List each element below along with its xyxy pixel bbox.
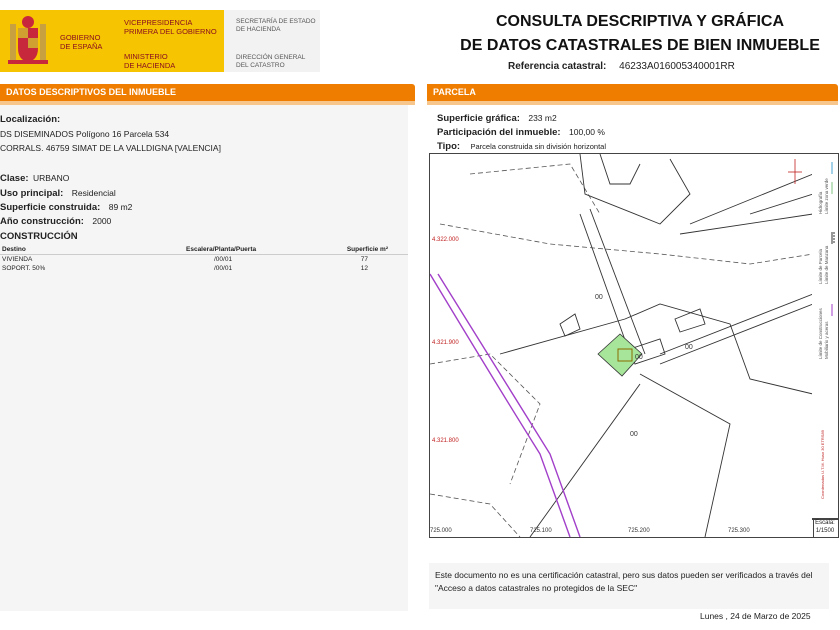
min-line2: DE HACIENDA	[124, 61, 176, 70]
col-superficie: Superficie m²	[308, 245, 408, 255]
legend-crs: Coordenadas U.T.M. Huso 30 ETRS89	[820, 430, 825, 499]
use-value: Residencial	[71, 188, 116, 198]
sec-line1: SECRETARÍA DE ESTADO	[236, 18, 316, 25]
map-scale	[812, 518, 839, 538]
col-escalera: Escalera/Planta/Puerta	[184, 245, 308, 255]
parcel-bar: PARCELA	[427, 84, 838, 101]
map-coord-label: 725.100	[530, 528, 552, 534]
participation-value: 100,00 %	[568, 127, 605, 137]
vice-line1: VICEPRESIDENCIA	[124, 18, 193, 27]
north-arrow-icon	[788, 159, 802, 184]
location-line2: CORRALS. 46759 SIMAT DE LA VALLDIGNA [VALENCIA]	[0, 143, 221, 153]
page-title	[440, 10, 840, 58]
ministry-label	[124, 52, 175, 70]
type-row	[437, 136, 606, 154]
row2-destino: SOPORT. 50%	[2, 265, 46, 272]
year-row	[0, 211, 111, 229]
map-drawing	[430, 154, 813, 537]
location-line1: DS DISEMINADOS Polígono 16 Parcela 534	[0, 129, 170, 139]
map-parcel-number: 00	[685, 344, 693, 351]
table-row	[0, 255, 408, 265]
table-row	[0, 264, 408, 273]
participation-label: Participación del inmueble:	[437, 127, 561, 138]
year-value: 2000	[92, 216, 112, 226]
cadastral-reference	[508, 61, 735, 72]
class-value: URBANO	[32, 173, 70, 183]
row1-superficie: 77	[360, 256, 368, 263]
map-coord-label: 4.321.800	[432, 438, 459, 444]
map-parcel-number: 00	[595, 294, 603, 301]
descriptive-data-bar: DATOS DESCRIPTIVOS DEL INMUEBLE	[0, 84, 415, 101]
direction-label	[236, 54, 305, 70]
legend-item: Mobiliario y aceras	[824, 321, 829, 359]
title-line2: DE DATOS CATASTRALES DE BIEN INMUEBLE	[460, 37, 820, 54]
vice-line2: PRIMERA DEL GOBIERNO	[124, 27, 217, 36]
map-coord-label: 4.321.900	[432, 340, 459, 346]
year-label: Año construcción:	[0, 216, 84, 227]
secretary-label	[236, 18, 316, 34]
construction-table-header	[0, 245, 408, 255]
gov-spain-label	[60, 33, 102, 51]
coat-of-arms-icon	[4, 14, 52, 68]
dir-line2: DEL CATASTRO	[236, 62, 285, 69]
graphic-area-label: Superficie gráfica:	[437, 113, 520, 124]
legend-item: Límite zona verde	[824, 178, 829, 214]
row1-destino: VIVIENDA	[2, 256, 33, 263]
map-coord-label: 725.300	[728, 528, 750, 534]
dir-line1: DIRECCIÓN GENERAL	[236, 54, 306, 61]
construction-title: CONSTRUCCIÓN	[0, 231, 78, 242]
gov-line2: DE ESPAÑA	[60, 42, 103, 51]
cadastral-map[interactable]	[429, 153, 814, 538]
graphic-area-value: 233 m2	[528, 113, 557, 123]
map-coord-label: 725.000	[430, 528, 452, 534]
min-line1: MINISTERIO	[124, 52, 168, 61]
map-coord-label: 4.322.000	[432, 237, 459, 243]
use-label: Uso principal:	[0, 188, 64, 199]
map-parcel-number: 00	[635, 354, 643, 361]
type-value: Parcela construida sin división horizontal	[470, 142, 606, 151]
sec-line2: DE HACIENDA	[236, 26, 281, 33]
ref-label: Referencia catastral:	[508, 61, 607, 72]
map-parcel-number: 00	[630, 431, 638, 438]
legend-item: Hidrografía	[818, 191, 823, 214]
disclaimer-note: Este documento no es una certificación catastral, pero sus datos pueden ser verificados a través del "Acceso a datos catastrales no protegidos de la SEC"	[429, 563, 829, 609]
scale-label: Escala:	[815, 520, 835, 526]
row2-escalera: /00/01	[214, 265, 233, 272]
gov-line1: GOBIERNO	[60, 33, 101, 42]
built-area-value: 89 m2	[108, 202, 133, 212]
title-line1: CONSULTA DESCRIPTIVA Y GRÁFICA	[495, 13, 784, 30]
legend-drawing	[812, 154, 838, 519]
row2-superficie: 12	[360, 265, 368, 272]
scale-value: 1/1500	[815, 528, 835, 534]
legend-item: Límite de Manzana	[824, 245, 829, 284]
ref-value: 46233A016005340001RR	[619, 61, 735, 72]
class-label: Clase:	[0, 173, 29, 184]
descriptive-bar-shadow	[0, 101, 415, 105]
legend-item: Límite de Parcela	[818, 248, 823, 284]
construction-table	[0, 245, 408, 273]
location-label: Localización:	[0, 114, 61, 125]
vice-label	[124, 18, 217, 36]
type-label: Tipo:	[437, 141, 461, 152]
map-legend	[812, 153, 839, 520]
parcel-bar-shadow	[427, 101, 838, 105]
row1-escalera: /00/01	[214, 256, 233, 263]
document-date: Lunes , 24 de Marzo de 2025	[700, 611, 811, 621]
col-destino: Destino	[0, 245, 184, 255]
map-coord-label: 725.200	[628, 528, 650, 534]
legend-item: Límite de Construcciones	[818, 308, 823, 359]
built-area-label: Superficie construida:	[0, 202, 101, 213]
